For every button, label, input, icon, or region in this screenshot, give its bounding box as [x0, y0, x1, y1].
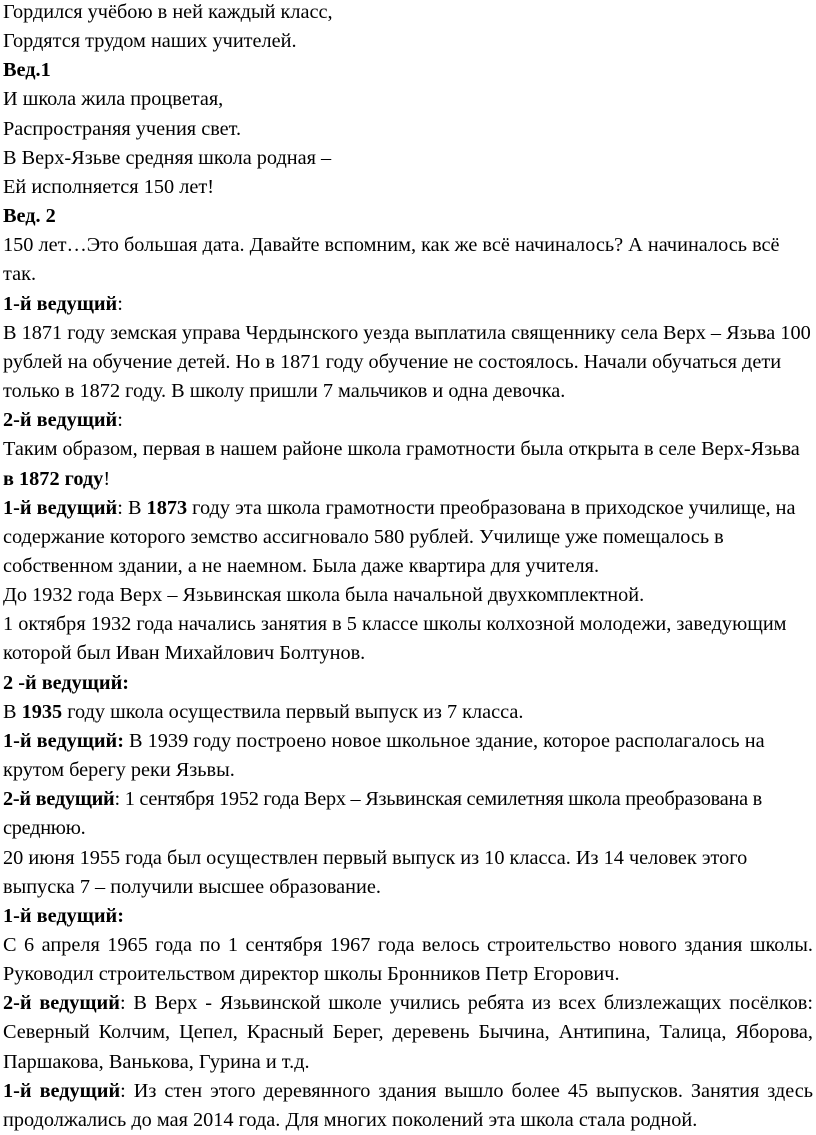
- paragraph-text: 150 лет…Это большая дата. Давайте вспомним, как же всё начиналось? А начиналось всё так.: [3, 234, 780, 286]
- paragraph: [3, 319, 813, 406]
- paragraph: [3, 785, 813, 843]
- speaker-label: 1-й ведущий: [3, 1079, 121, 1102]
- speaker-colon: :: [117, 292, 123, 315]
- speaker-colon: :: [117, 409, 123, 432]
- paragraph-text: : В: [117, 496, 147, 519]
- heading-text: Вед.1: [3, 59, 51, 82]
- paragraph: [3, 494, 813, 581]
- speaker-line: [3, 290, 813, 319]
- paragraph-text: С 6 апреля 1965 года по 1 сентября 1967 года велось строительство нового здания школы. Руководил строительством директор школы Бронников Петр Егорович.: [3, 934, 813, 986]
- verse-line: [3, 85, 813, 114]
- paragraph-bold: 1873: [146, 496, 188, 519]
- paragraph-text: !: [103, 467, 111, 490]
- paragraph: [3, 727, 813, 785]
- paragraph: [3, 435, 813, 493]
- paragraph: [3, 610, 813, 668]
- verse-text: В Верх-Язьве средняя школа родная –: [3, 146, 332, 169]
- paragraph-text: 20 июня 1955 года был осуществлен первый выпуск из 10 класса. Из 14 человек этого выпуска 7 – получили высшее образование.: [3, 846, 748, 898]
- verse-text: И школа жила процветая,: [3, 88, 224, 111]
- paragraph-text: 1 октября 1932 года начались занятия в 5 классе школы колхозной молодежи, заведующим которой был Иван Михайлович Болтунов.: [3, 613, 787, 665]
- speaker-label: 1-й ведущий:: [3, 904, 124, 927]
- verse-text: Распространяя учения свет.: [3, 117, 242, 140]
- paragraph: [3, 581, 813, 610]
- speaker-line: [3, 406, 813, 435]
- paragraph-text: году школа осуществила первый выпуск из 7 класса.: [62, 700, 524, 723]
- ved2-heading: [3, 202, 813, 231]
- verse-line: [3, 115, 813, 144]
- speaker-label: 1-й ведущий: [3, 292, 118, 315]
- paragraph: [3, 931, 813, 989]
- speaker-line: [3, 669, 813, 698]
- paragraph-text: : 1 сентября 1952 года Верх – Язьвинская семилетняя школа преобразована в среднюю.: [3, 788, 762, 840]
- verse-line: [3, 144, 813, 173]
- paragraph-bold: 1935: [21, 700, 63, 723]
- speaker-label: 1-й ведущий: [3, 496, 118, 519]
- paragraph: [3, 1077, 813, 1135]
- paragraph-text: : Из стен этого деревянного здания вышло более 45 выпусков. Занятия здесь продолжались до мая 2014 года. Для многих поколений эта школа стала родной.: [3, 1079, 813, 1131]
- paragraph: [3, 698, 813, 727]
- paragraph: [3, 844, 813, 902]
- verse-text: Гордятся трудом наших учителей.: [3, 30, 297, 53]
- ved1-heading: [3, 56, 813, 85]
- paragraph-text: : В Верх - Язьвинской школе учились ребята из всех близлежащих посёлков: Северный Колчим, Цепел, Красный Берег, деревень Бычина, Антипина, Талица, Яборова, Паршакова, Ванькова, Гурина и т.д.: [3, 992, 814, 1073]
- paragraph: [3, 989, 813, 1076]
- paragraph-text: В: [3, 700, 22, 723]
- speaker-label: 1-й ведущий:: [3, 729, 124, 752]
- paragraph-text: В 1871 году земская управа Чердынского уезда выплатила священнику села Верх – Язьва 100 рублей на обучение детей. Но в 1871 году обучение не состоялось. Начали обучаться дети только в 1872 году. В школу пришли 7 мальчиков и одна девочка.: [3, 321, 811, 403]
- verse-text: Гордился учёбою в ней каждый класс,: [3, 1, 333, 23]
- verse-line: [3, 173, 813, 202]
- verse-line: [3, 27, 813, 56]
- speaker-label: 2-й ведущий: [3, 992, 120, 1015]
- verse-line: [3, 0, 813, 27]
- paragraph-text: До 1932 года Верх – Язьвинская школа была начальной двухкомплектной.: [3, 584, 645, 607]
- speaker-line: [3, 902, 813, 931]
- paragraph-text: году эта школа грамотности преобразована в приходское училище, на содержание которого земство ассигновало 580 рублей. Училище уже помещалось в собственном здании, а не наемном. Была даже квартира для учителя.: [3, 496, 796, 577]
- verse-text: Ей исполняется 150 лет!: [3, 175, 214, 198]
- speaker-label: 2-й ведущий: [3, 409, 118, 432]
- speaker-label: 2-й ведущий: [3, 788, 115, 811]
- speaker-label: 2 -й ведущий:: [3, 671, 130, 694]
- heading-text: Вед. 2: [3, 205, 56, 228]
- paragraph-bold: в 1872 году: [3, 467, 104, 490]
- paragraph: [3, 231, 813, 289]
- paragraph-text: В 1939 году построено новое школьное здание, которое располагалось на крутом берегу реки Язьвы.: [3, 729, 765, 782]
- paragraph-text: Таким образом, первая в нашем районе школа грамотности была открыта в селе Верх-Язьва: [3, 438, 800, 461]
